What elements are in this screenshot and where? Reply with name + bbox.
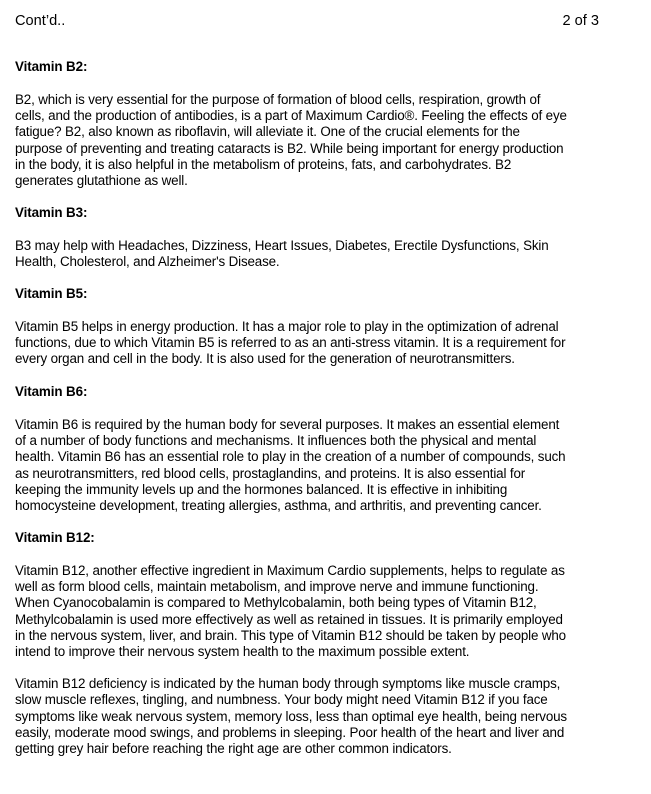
text-line: cells, and the production of antibodies, is a part of Maximum Cardio®. Feeling the effects of eye — [15, 108, 567, 124]
section-heading: Vitamin B3: — [15, 205, 88, 220]
section-vitamin-b12 — [15, 530, 615, 757]
text-line: health. Vitamin B6 has an essential role to play in the creation of a number of compounds, such — [15, 449, 566, 465]
section-heading: Vitamin B6: — [15, 384, 88, 399]
text-line: slow muscle reflexes, tingling, and numbness. Your body might need Vitamin B12 if you face — [15, 692, 548, 708]
section-heading: Vitamin B12: — [15, 530, 95, 545]
continued-label: Cont’d.. — [15, 13, 66, 29]
section-heading: Vitamin B2: — [15, 59, 88, 74]
text-line: Health, Cholesterol, and Alzheimer's Disease. — [15, 254, 280, 270]
text-line: purpose of preventing and treating cataracts is B2. While being important for energy production — [15, 140, 564, 156]
text-line: in the body, it is also helpful in the metabolism of proteins, fats, and carbohydrates. B2 — [15, 156, 512, 172]
text-line: Vitamin B12, another effective ingredient in Maximum Cardio supplements, helps to regulate as — [15, 563, 565, 578]
text-line: keeping the immunity levels up and the hormones balanced. It is effective in inhibiting — [15, 481, 508, 497]
section-paragraph — [15, 417, 615, 514]
text-line: Vitamin B5 helps in energy production. It has a major role to play in the optimization of adrenal — [15, 319, 559, 334]
text-line: getting grey hair before reaching the right age are other common indicators. — [15, 740, 452, 756]
page-header — [15, 13, 599, 31]
text-line: every organ and cell in the body. It is also used for the generation of neurotransmitters. — [15, 351, 515, 367]
text-line: When Cyanocobalamin is compared to Methylcobalamin, both being types of Vitamin B12, — [15, 595, 537, 611]
text-line: B3 may help with Headaches, Dizziness, Heart Issues, Diabetes, Erectile Dysfunctions, Skin — [15, 238, 549, 253]
text-line: functions, due to which Vitamin B5 is referred to as an anti-stress vitamin. It is a requirement for — [15, 335, 566, 351]
section-heading: Vitamin B5: — [15, 286, 88, 301]
text-line: generates glutathione as well. — [15, 172, 188, 188]
text-line: Methylcobalamin is used more effectively as well as retained in tissues. It is primarily employed — [15, 611, 563, 627]
page-number: 2 of 3 — [562, 13, 599, 29]
text-line: Vitamin B6 is required by the human body for several purposes. It makes an essential element — [15, 417, 560, 432]
section-vitamin-b6 — [15, 384, 615, 514]
text-line: as neurotransmitters, red blood cells, prostaglandins, and proteins. It is also essential for — [15, 465, 526, 481]
text-line: Vitamin B12 deficiency is indicated by the human body through symptoms like muscle cramps, — [15, 676, 561, 692]
text-line: fatigue? B2, also known as riboflavin, will alleviate it. One of the crucial elements for the — [15, 124, 520, 140]
section-paragraph — [15, 319, 615, 368]
text-line: of a number of body functions and mechanisms. It influences both the physical and mental — [15, 433, 537, 449]
text-line: intend to improve their nervous system health to the maximum possible extent. — [15, 643, 470, 659]
text-line: easily, moderate mood swings, and problems in sleeping. Poor health of the heart and liver and — [15, 724, 565, 740]
text-line: homocysteine development, treating allergies, asthma, and arthritis, and preventing cancer. — [15, 497, 542, 513]
text-line: well as form blood cells, maintain metabolism, and improve nerve and immune functioning. — [15, 579, 539, 595]
section-paragraph — [15, 238, 615, 270]
section-paragraph — [15, 563, 615, 660]
section-paragraph — [15, 676, 615, 757]
section-paragraph — [15, 92, 615, 189]
section-vitamin-b3 — [15, 205, 615, 270]
text-line: B2, which is very essential for the purpose of formation of blood cells, respiration, growth of — [15, 92, 541, 107]
section-vitamin-b5 — [15, 286, 615, 368]
text-line: in the nervous system, liver, and brain. This type of Vitamin B12 should be taken by people who — [15, 627, 566, 643]
text-line: symptoms like weak nervous system, memory loss, less than optimal eye health, being nervous — [15, 708, 567, 724]
section-vitamin-b2 — [15, 59, 615, 189]
